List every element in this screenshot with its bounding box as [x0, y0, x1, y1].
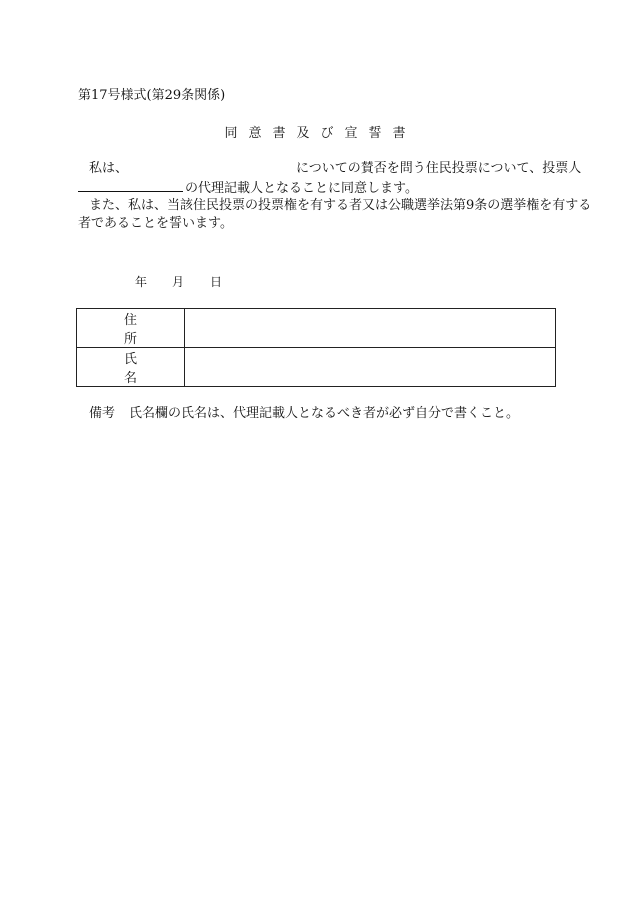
name-field[interactable]: [185, 348, 556, 387]
table-row: [77, 309, 556, 348]
paragraph-1-end: の代理記載人となることに同意します。: [185, 181, 418, 196]
paragraph-2-line-2: 者であることを誓います。: [78, 216, 233, 231]
document-title: 同意書及び宣誓書: [224, 126, 417, 141]
voter-name-blank[interactable]: [78, 178, 183, 192]
remarks-text: 氏名欄の氏名は、代理記載人となるべき者が必ず自分で書くこと。: [129, 406, 520, 421]
address-label: 住所: [77, 309, 185, 348]
paragraph-2-line-1: また、私は、当該住民投票の投票権を有する者又は公職選挙法第9条の選挙権を有する: [89, 198, 592, 213]
address-field[interactable]: [185, 309, 556, 348]
paragraph-1-line-2: [78, 178, 418, 198]
table-row: [77, 348, 556, 387]
remarks-label: 備考: [89, 406, 116, 421]
remarks: [89, 402, 519, 421]
form-number: 第17号様式(第29条関係): [78, 88, 226, 103]
name-label: 氏名: [77, 348, 185, 387]
paragraph-1-start: 私は、: [89, 161, 129, 176]
date-day: 日: [210, 275, 223, 289]
paragraph-1-mid: についての賛否を問う住民投票について、投票人: [296, 161, 582, 176]
date-line: [135, 273, 222, 290]
paragraph-1-line-1: [89, 160, 581, 178]
date-month: 月: [172, 275, 185, 289]
date-year: 年: [135, 275, 148, 289]
signature-table: [76, 308, 556, 387]
